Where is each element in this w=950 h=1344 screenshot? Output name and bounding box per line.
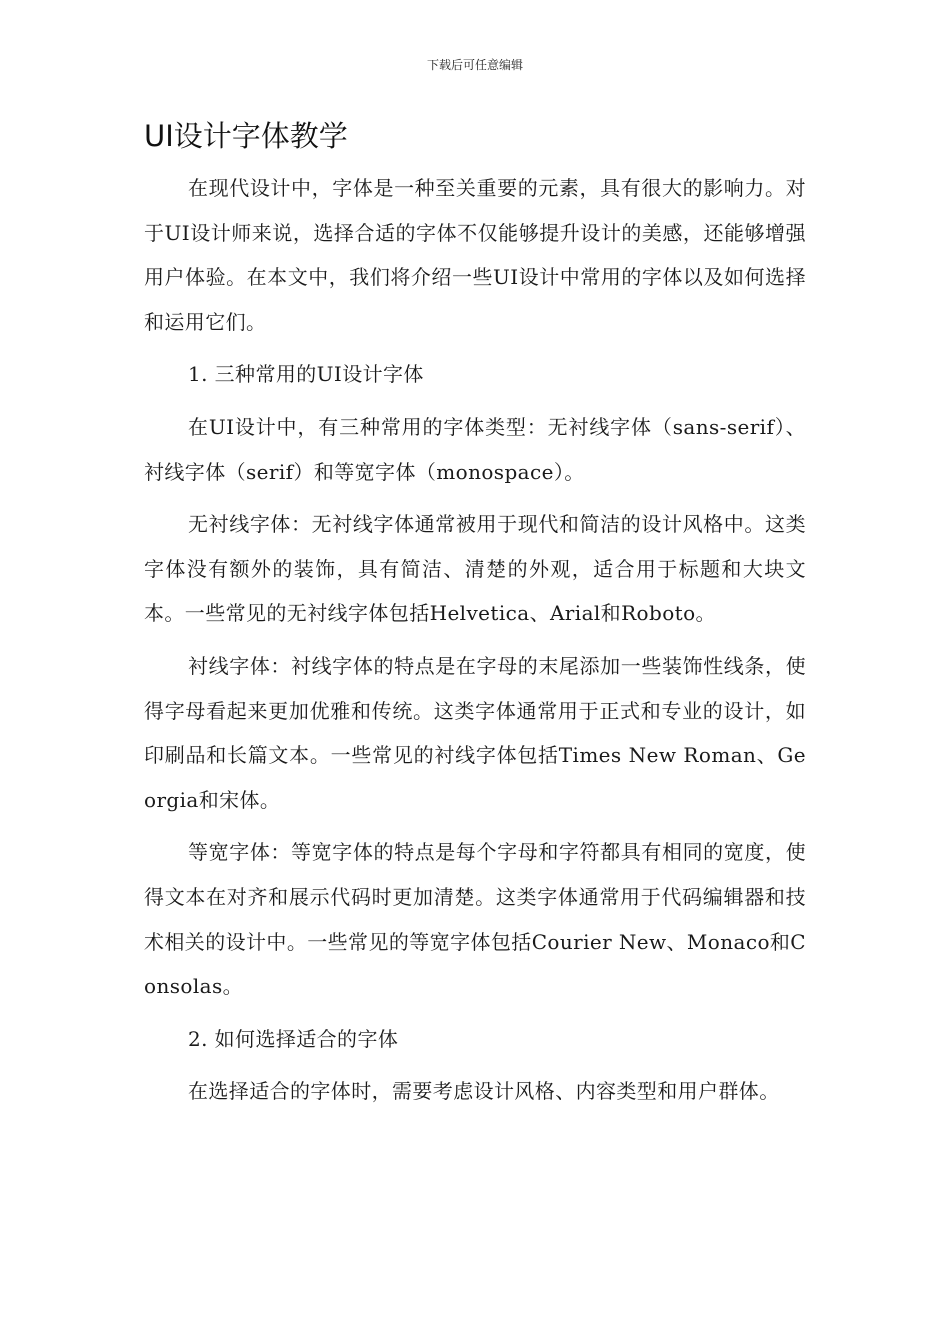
section-heading-2: 2. 如何选择适合的字体 bbox=[188, 1026, 399, 1051]
section-heading-1: 1. 三种常用的UI设计字体 bbox=[188, 362, 424, 387]
sans-serif-paragraph: 无衬线字体：无衬线字体通常被用于现代和简洁的设计风格中。这类字体没有额外的装饰，具有简洁、清楚的外观，适合用于标题和大块文本。一些常见的无衬线字体包括Helvetica、Arial和Roboto。 bbox=[144, 512, 806, 626]
page-header-note: 下载后可任意编辑 bbox=[426, 58, 523, 72]
document-title: UI设计字体教学 bbox=[144, 119, 348, 153]
intro-paragraph: 在现代设计中，字体是一种至关重要的元素，具有很大的影响力。对于UI设计师来说，选择合适的字体不仅能够提升设计的美感，还能够增强用户体验。在本文中，我们将介绍一些UI设计中常用的字体以及如何选择和运用它们。 bbox=[144, 176, 806, 334]
font-types-paragraph: 在UI设计中，有三种常用的字体类型：无衬线字体（sans-serif）、衬线字体（serif）和等宽字体（monospace）。 bbox=[144, 414, 806, 484]
choosing-font-paragraph: 在选择适合的字体时，需要考虑设计风格、内容类型和用户群体。 bbox=[188, 1079, 780, 1104]
monospace-paragraph: 等宽字体：等宽字体的特点是每个字母和字符都具有相同的宽度，使得文本在对齐和展示代码时更加清楚。这类字体通常用于代码编辑器和技术相关的设计中。一些常见的等宽字体包括Courier New、Monaco和Consolas。 bbox=[144, 840, 806, 999]
serif-paragraph: 衬线字体：衬线字体的特点是在字母的末尾添加一些装饰性线条，使得字母看起来更加优雅和传统。这类字体通常用于正式和专业的设计，如印刷品和长篇文本。一些常见的衬线字体包括Times New Roman、Georgia和宋体。 bbox=[144, 653, 806, 812]
document-body bbox=[144, 166, 806, 1122]
